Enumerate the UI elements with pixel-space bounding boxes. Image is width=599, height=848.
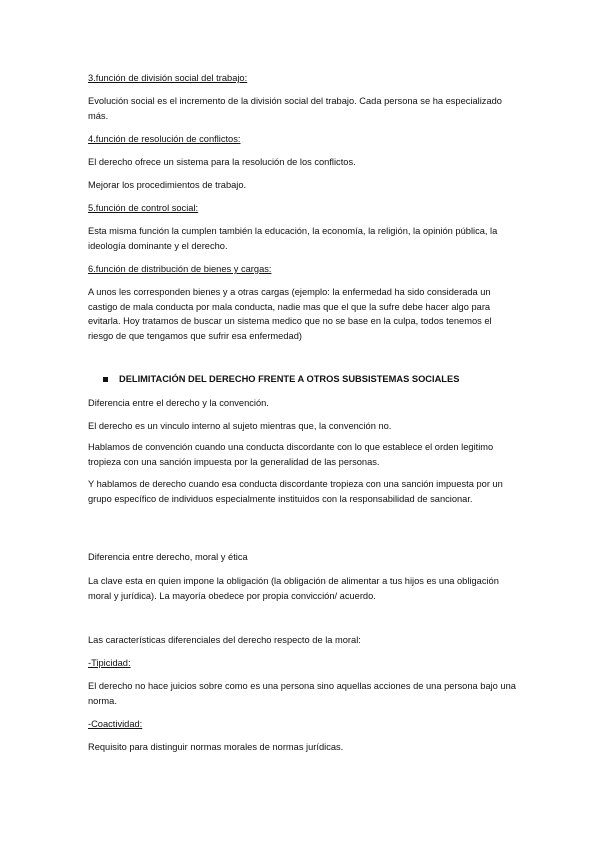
heading-tipicidad: -Tipicidad: bbox=[88, 658, 131, 668]
paragraph-hablamos-derecho: Y hablamos de derecho cuando esa conducta discordante tropieza con una sanción impuesta por un grupo específico de individuos especialmente instituidos con la responsabilidad de sancionar. bbox=[88, 479, 503, 504]
paragraph-no-hace-juicios: El derecho no hace juicios sobre como es una persona sino aquellas acciones de una persona bajo una norma. bbox=[88, 681, 516, 706]
paragraph-requisito: Requisito para distinguir normas morales de normas jurídicas. bbox=[88, 742, 344, 752]
section-heading-row bbox=[103, 372, 533, 387]
heading-funcion-control-social: 5.función de control social: bbox=[88, 203, 199, 213]
paragraph-diferencia-convencion: Diferencia entre el derecho y la convención. bbox=[88, 398, 269, 408]
heading-funcion-resolucion-conflictos: 4.función de resolución de conflictos: bbox=[88, 134, 241, 144]
square-bullet-icon bbox=[103, 377, 108, 382]
paragraph-mejorar-procedimientos: Mejorar los procedimientos de trabajo. bbox=[88, 180, 247, 190]
section-heading-delimitacion: DELIMITACIÓN DEL DERECHO FRENTE A OTROS SUBSISTEMAS SOCIALES bbox=[119, 374, 460, 384]
heading-funcion-distribucion: 6.función de distribución de bienes y cargas: bbox=[88, 264, 272, 274]
heading-funcion-division-social: 3.función de división social del trabajo: bbox=[88, 73, 248, 83]
paragraph-hablamos-convencion: Hablamos de convención cuando una conducta discordante con lo que establece el orden legitimo tropieza con una sanción impuesta por la generalidad de las personas. bbox=[88, 442, 494, 467]
paragraph-a-unos-les-corresponden: A unos les corresponden bienes y a otras cargas (ejemplo: la enfermedad ha sido considerada un castigo de mala conducta por mala conducta, nadie mas que el que la sufre debe hacer algo para evitarla. Hoy tratamos de buscar un sistema medico que no se base en la culpa, todos tenemos el riesgo de que tengamos que sufrir esa enfermedad) bbox=[88, 287, 492, 341]
paragraph-vinculo-interno: El derecho es un vinculo interno al sujeto mientras que, la convención no. bbox=[88, 421, 392, 431]
paragraph-esta-misma-funcion: Esta misma función la cumplen también la educación, la economía, la religión, la opinión pública, la ideología dominante y el derecho. bbox=[88, 226, 498, 251]
paragraph-diferencia-moral-etica: Diferencia entre derecho, moral y ética bbox=[88, 552, 248, 562]
paragraph-derecho-ofrece: El derecho ofrece un sistema para la resolución de los conflictos. bbox=[88, 157, 356, 167]
heading-coactividad: -Coactividad: bbox=[88, 719, 143, 729]
paragraph-caracteristicas: Las características diferenciales del derecho respecto de la moral: bbox=[88, 635, 361, 645]
paragraph-evolucion-social: Evolución social es el incremento de la división social del trabajo. Cada persona se ha especializado más. bbox=[88, 96, 502, 121]
paragraph-la-clave: La clave esta en quien impone la obligación (la obligación de alimentar a tus hijos es una obligación moral y jurídica). La mayoría obedece por propia convicción/ acuerdo. bbox=[88, 576, 499, 601]
